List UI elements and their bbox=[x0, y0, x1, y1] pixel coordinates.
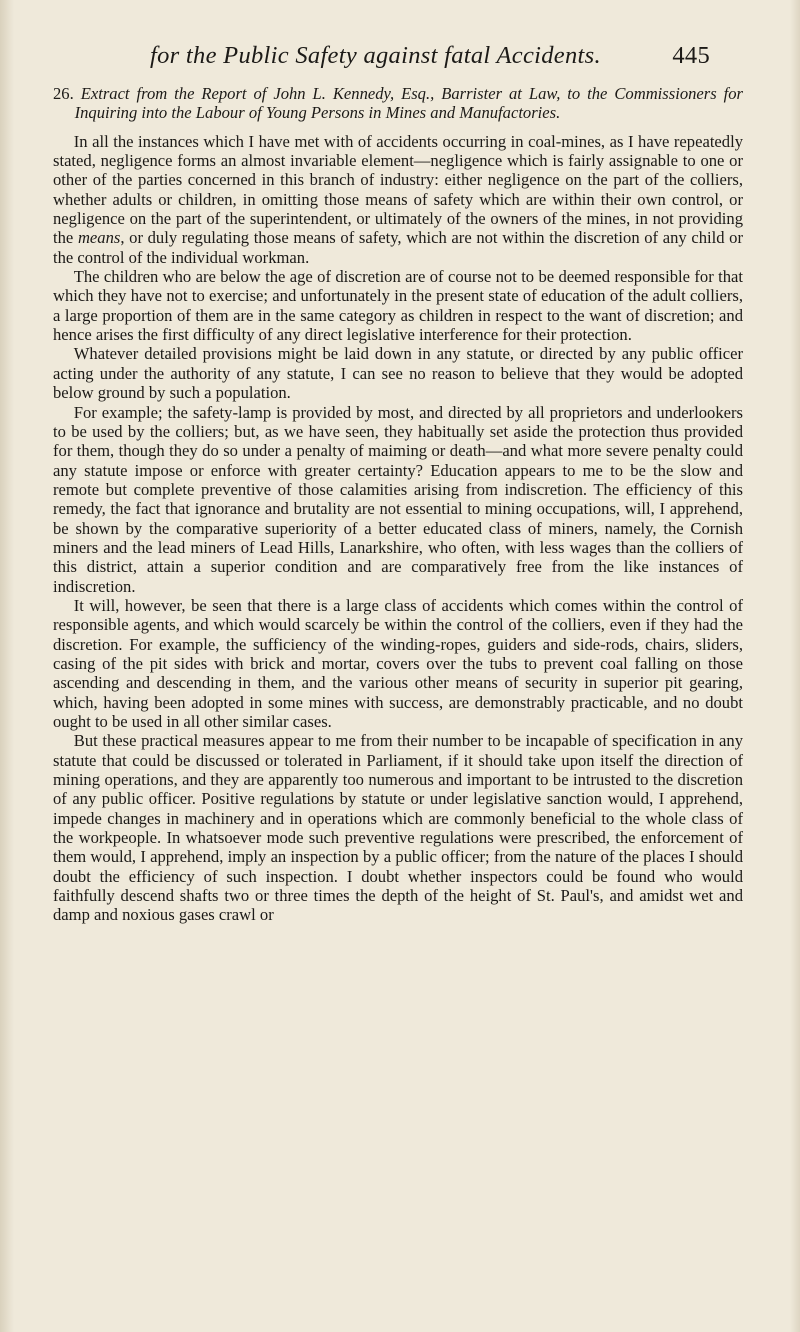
paragraph-2: The children who are below the age of discretion are of course not to be deemed responsible for that which they have not to exercise; and unfortunately in the present state of education of the adult colliers, a large proportion of them are in the same category as children in respect to the want of discretion; and hence arises the first difficulty of any direct legislative interference for their protection. bbox=[53, 267, 743, 345]
paragraph-1-text-b: , or duly regulating those means of safety, which are not within the discretion of any child or the control of the individual workman. bbox=[53, 228, 744, 267]
body-text bbox=[53, 84, 743, 925]
paragraph-5: It will, however, be seen that there is a large class of accidents which comes within the control of responsible agents, and which would scarcely be within the control of the colliers, even if they had the discretion. For example, the sufficiency of the winding-ropes, guiders and side-rods, chairs, sliders, casing of the pit sides with brick and mortar, covers over the tubs to prevent coal falling on those ascending and descending in them, and the various other means of security in superior pit gearing, which, having been adopted in some mines with success, are demonstrably practicable, and no doubt ought to be used in all other similar cases. bbox=[53, 595, 743, 731]
page-gutter-right bbox=[790, 0, 800, 1332]
running-head bbox=[150, 42, 710, 76]
paragraph-3: Whatever detailed provisions might be laid down in any statute, or directed by any public officer acting under the authority of any statute, I can see no reason to believe that they would be adopted below ground by such a population. bbox=[53, 344, 743, 403]
section-heading-text: Extract from the Report of John L. Kennedy, Esq., Barrister at Law, to the Commissioners for Inquiring into the Labour of Young Persons in Mines and Manufactories. bbox=[74, 84, 743, 123]
section-heading bbox=[53, 84, 743, 123]
paragraph-4: For example; the safety-lamp is provided by most, and directed by all proprietors and underlookers to be used by the colliers; but, as we have seen, they habitually set aside the protection thus provided for them, though they do so under a penalty of maiming or death—and what more severe penalty could any statute impose or enforce with greater certainty? Education appears to me to be the slow and remote but complete preventive of those calamities arising from indiscretion. The efficiency of this remedy, the fact that ignorance and brutality are not essential to mining occupations, will, I apprehend, be shown by the comparative superiority of a better educated class of miners, namely, the Cornish miners and the lead miners of Lead Hills, Lanarkshire, who often, with less wages than the colliers of this district, attain a superior condition and are comparatively free from the like instances of indiscretion. bbox=[53, 402, 743, 596]
page-gutter-left bbox=[0, 0, 14, 1332]
page-number: 445 bbox=[672, 42, 710, 69]
running-head-title: for the Public Safety against fatal Accidents. bbox=[150, 42, 601, 69]
paragraph-6: But these practical measures appear to me from their number to be incapable of specification in any statute that could be discussed or tolerated in Parliament, if it should take upon itself the direction of mining operations, and they are apparently too numerous and important to be intrusted to the discretion of any public officer. Positive regulations by statute or under legislative sanction would, I apprehend, impede changes in machinery and in operations which are commonly beneficial to the whole class of the workpeople. In whatsoever mode such preventive regulations were prescribed, the enforcement of them would, I apprehend, imply an inspection by a public officer; from the nature of the places I should doubt the efficiency of such inspection. I doubt whether inspectors could be found who would faithfully descend shafts two or three times the depth of the height of St. Paul's, and amidst wet and damp and noxious gases crawl or bbox=[53, 731, 743, 925]
section-number: 26. bbox=[53, 84, 74, 103]
paragraph-1-text-a: In all the instances which I have met with of accidents occurring in coal-mines, as I have repeatedly stated, negligence forms an almost invariable element—negligence which is fairly assignable to one or other of the parties concerned in this branch of industry: either negligence on the part of the colliers, whether adults or children, in omitting those means of safety which are within their own control, or negligence on the part of the superintendent, or ultimately of the owners of the mines, in not providing the bbox=[53, 131, 743, 248]
paragraph-1-emphasis: means bbox=[77, 228, 121, 248]
paragraph-1 bbox=[53, 132, 743, 267]
